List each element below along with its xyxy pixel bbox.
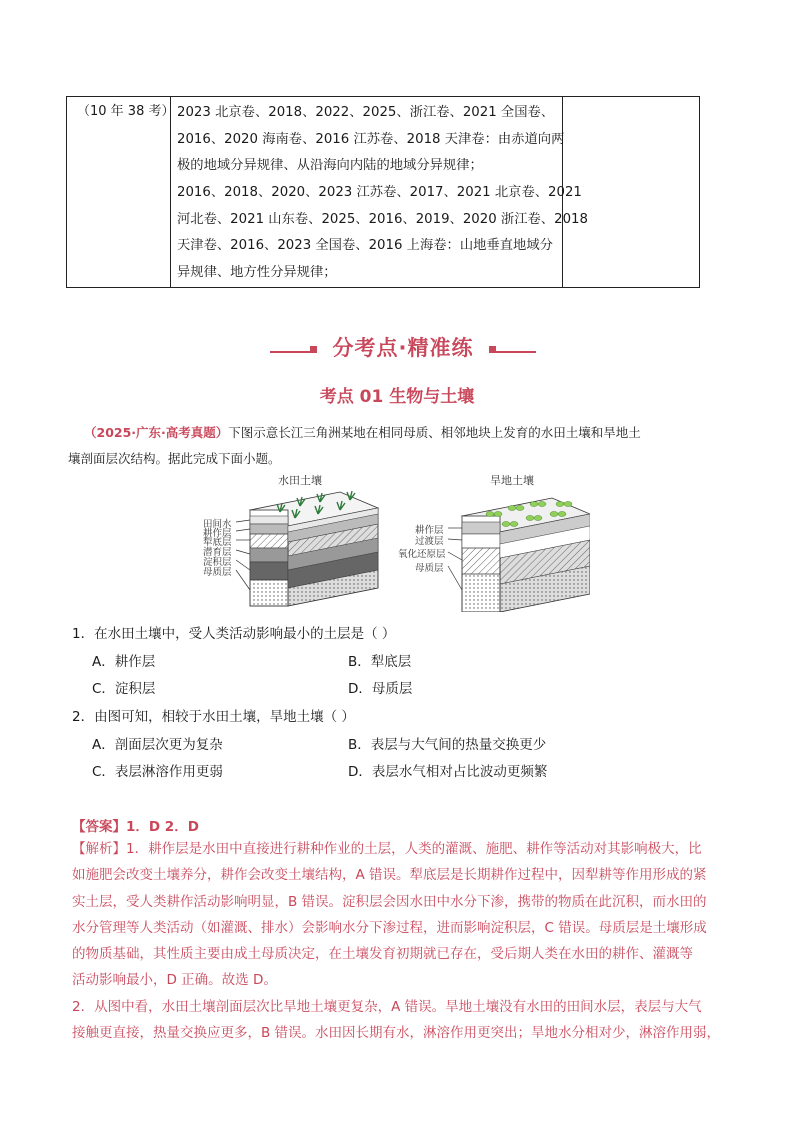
q1-option-d: D．母质层 [348, 681, 413, 697]
analysis-line: 的物质基础，其性质主要由成土母质决定，在土壤发育初期就已存在，受后期人类在水田的耕作、灌溉等 [72, 946, 693, 963]
topic-title: 考点 01 生物与土壤 [319, 387, 475, 407]
q1-option-b: B．犁底层 [348, 654, 412, 670]
paper-line: 2016、2018、2020、2023 江苏卷、2017、2021 北京卷、2021 [177, 185, 582, 200]
dry-soil-title: 旱地土壤 [490, 474, 534, 487]
paddy-layer-label: 犁底层 [203, 537, 232, 548]
exam-stats-table [66, 96, 700, 288]
q2-option-b: B．表层与大气间的热量交换更少 [348, 737, 547, 753]
analysis-line: 水分管理等人类活动（如灌溉、排水）会影响水分下渗过程，进而影响淀积层，C 错误。母质层是土壤形成 [72, 919, 707, 936]
paper-line: 2023 北京卷、2018、2022、2025、浙江卷、2021 全国卷、 [177, 105, 555, 120]
section-banner [270, 332, 536, 362]
analysis-line: 实土层，受人类耕作活动影响明显，B 错误。淀积层会因水田中水分下渗，携带的物质在此沉积，而水田的 [72, 893, 707, 910]
paper-line: 异规律、地方性分异规律； [177, 265, 337, 280]
soil-block-drawing [200, 470, 590, 612]
intro-text-2: 壤剖面层次结构。据此完成下面小题。 [68, 451, 281, 466]
dry-layer-label: 母质层 [415, 563, 444, 574]
soil-profile-figure [200, 470, 590, 612]
banner-title: 分考点·精准练 [332, 336, 474, 360]
banner-line-right [496, 351, 536, 353]
q1-option-a: A．耕作层 [92, 654, 156, 670]
q1-option-c: C．淀积层 [92, 681, 156, 697]
question-source: （2025·广东·高考真题） [84, 425, 229, 440]
dry-layer-label: 氧化还原层 [398, 549, 446, 560]
paper-line: 2016、2020 海南卷、2016 江苏卷、2018 天津卷：由赤道向两 [177, 132, 565, 147]
paddy-soil-title: 水田土壤 [278, 474, 322, 487]
paddy-layer-label: 田间水 [203, 519, 232, 530]
question-1-stem: 1．在水田土壤中，受人类活动影响最小的土层是（ ） [72, 626, 396, 642]
paper-line: 天津卷、2016、2023 全国卷、2016 上海卷：山地垂直地域分 [177, 238, 553, 253]
paddy-layer-label: 母质层 [203, 567, 232, 578]
analysis-line: 如施肥会改变土壤养分，耕作会改变土壤结构，A 错误。犁底层是长期耕作过程中，因犁耕等作用形成的紧 [72, 867, 707, 884]
paper-line: 极的地域分异规律、从沿海向内陆的地域分异规律； [177, 158, 483, 173]
paddy-layer-label: 淀积层 [203, 557, 232, 568]
analysis-line: 【解析】1．耕作层是水田中直接进行耕种作业的土层，人类的灌溉、施肥、耕作等活动对其影响极大，比 [72, 841, 702, 857]
q2-option-d: D．表层水气相对占比波动更频繁 [348, 764, 548, 780]
banner-square-right [489, 346, 496, 353]
analysis-line: 活动影响最小，D 正确。故选 D。 [72, 972, 277, 989]
analysis-line: 接触更直接，热量交换应更多，B 错误。水田因长期有水，淋溶作用更突出；旱地水分相对少，淋溶作用弱， [72, 1025, 721, 1042]
dry-layer-label: 过渡层 [415, 536, 444, 547]
paddy-soil-block [250, 491, 378, 606]
paddy-layer-label: 耕作层 [203, 528, 232, 539]
q2-option-c: C．表层淋溶作用更弱 [92, 764, 223, 780]
dry-layer-label: 耕作层 [415, 525, 444, 536]
intro-text: 下图示意长江三角洲某地在相同母质、相邻地块上发育的水田土壤和旱地土 [228, 425, 641, 440]
analysis-line: 2．从图中看，水田土壤剖面层次比旱地土壤更复杂，A 错误。旱地土壤没有水田的田间水层，表层与大气 [72, 999, 702, 1015]
dry-soil-block [462, 498, 590, 612]
count-label: （10 年 38 考） [77, 104, 175, 119]
answer-key: 【答案】1．D 2．D [72, 819, 199, 835]
table-cell-count [67, 97, 175, 287]
table-cell-papers [171, 97, 588, 287]
question-intro [68, 420, 724, 466]
paper-line: 河北卷、2021 山东卷、2025、2016、2019、2020 浙江卷、2018 [177, 212, 588, 227]
analysis-q2 [72, 994, 724, 1047]
question-2-stem: 2．由图可知，相较于水田土壤，旱地土壤（ ） [72, 709, 355, 725]
paddy-layer-label: 潜育层 [203, 547, 232, 558]
analysis-q1 [72, 836, 724, 994]
q2-option-a: A．剖面层次更为复杂 [92, 737, 223, 753]
